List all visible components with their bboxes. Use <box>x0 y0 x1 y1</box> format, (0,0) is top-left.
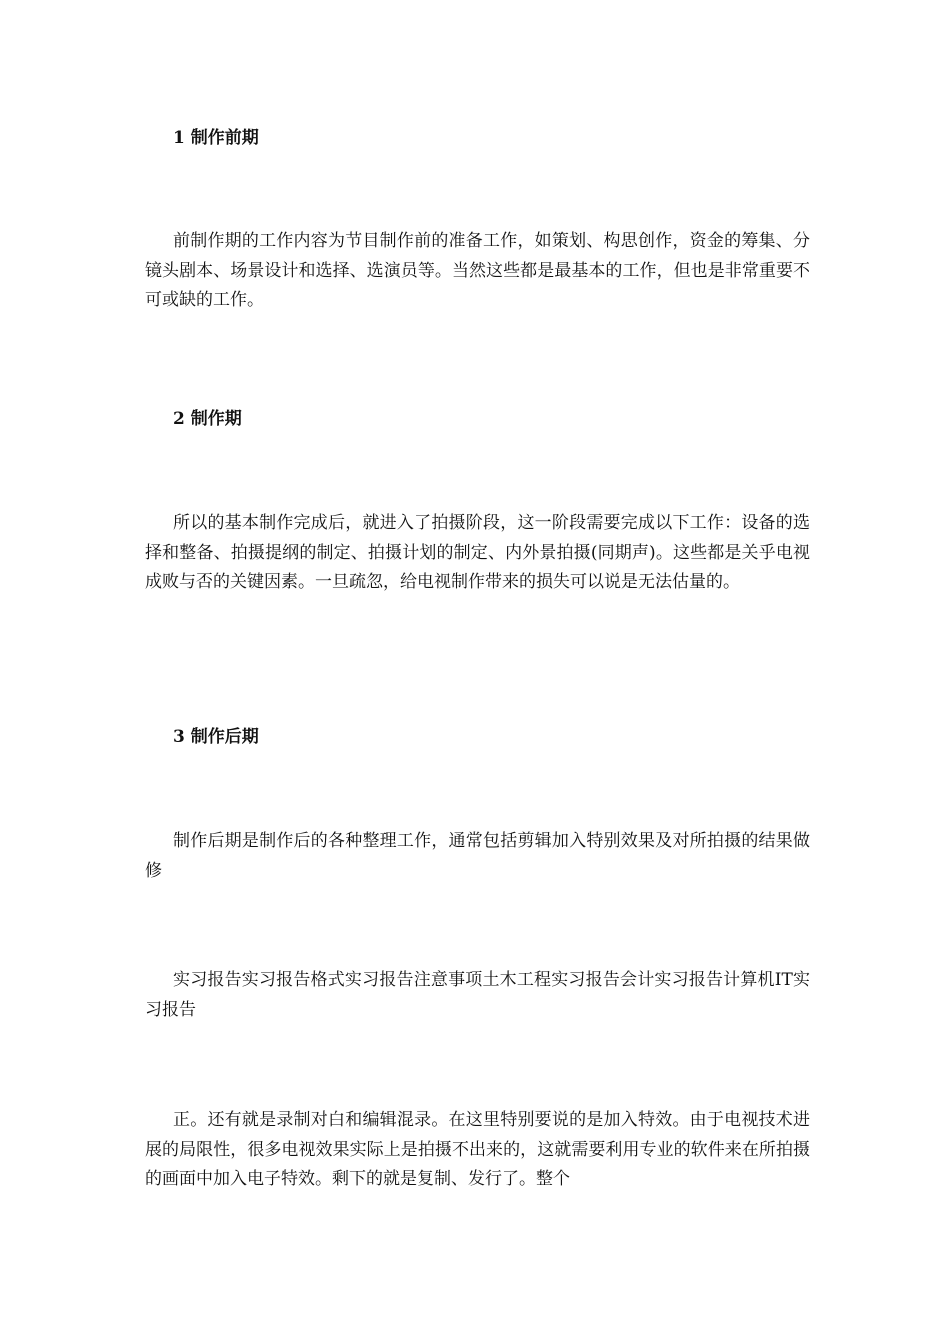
related-links-paragraph: 实习报告实习报告格式实习报告注意事项土木工程实习报告会计实习报告计算机IT实习报告 <box>145 970 810 1020</box>
section-paragraph-1: 前制作期的工作内容为节目制作前的准备工作，如策划、构思创作，资金的筹集、分镜头剧本、场景设计和选择、选演员等。当然这些都是最基本的工作，但也是非常重要不可或缺的工作。 <box>145 231 810 310</box>
section-heading-1: 1 制作前期 <box>173 128 259 148</box>
continuation-paragraph: 正。还有就是录制对白和编辑混录。在这里特别要说的是加入特效。由于电视技术进展的局限性，很多电视效果实际上是拍摄不出来的，这就需要利用专业的软件来在所拍摄的画面中加入电子特效。剩下的就是复制、发行了。整个 <box>145 1110 810 1189</box>
section-paragraph-3: 制作后期是制作后的各种整理工作，通常包括剪辑加入特别效果及对所拍摄的结果做修 <box>145 831 810 881</box>
section-heading-2: 2 制作期 <box>173 409 242 429</box>
section-paragraph-2: 所以的基本制作完成后，就进入了拍摄阶段，这一阶段需要完成以下工作：设备的选择和整备、拍摄提纲的制定、拍摄计划的制定、内外景拍摄(同期声)。这些都是关乎电视成败与否的关键因素。一旦疏忽，给电视制作带来的损失可以说是无法估量的。 <box>145 513 810 592</box>
section-heading-3: 3 制作后期 <box>173 727 259 747</box>
